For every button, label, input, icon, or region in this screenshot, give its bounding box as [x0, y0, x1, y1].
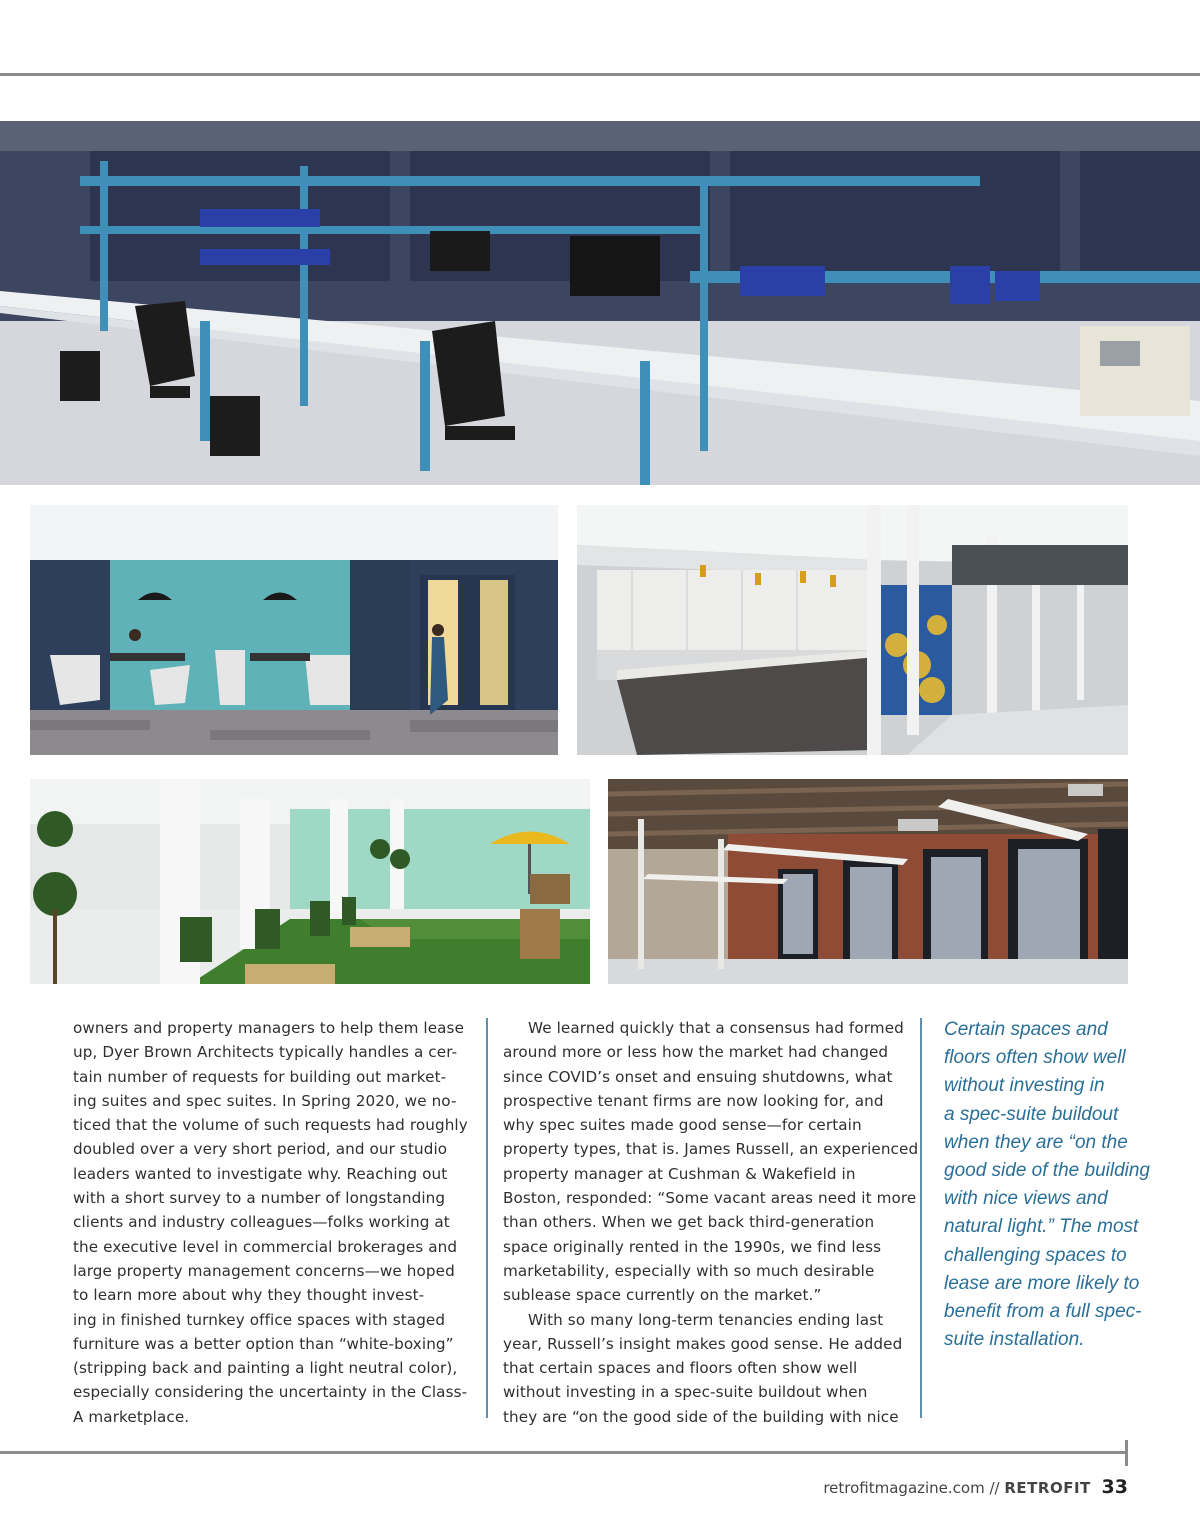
footer-brand: RETROFIT: [1004, 1479, 1091, 1497]
pull-quote-line: Certain spaces and: [944, 1019, 1108, 1040]
photo-brick-loft: [608, 779, 1128, 984]
text-line: around more or less how the market had changed: [503, 1043, 889, 1062]
text-line: especially considering the uncertainty in the Class-: [73, 1383, 468, 1402]
pull-quote-line: suite installation.: [944, 1329, 1085, 1351]
text-line: With so many long-term tenancies ending last: [528, 1310, 884, 1329]
pull-quote-line: a spec-suite buildout: [944, 1103, 1119, 1125]
text-line: with a short survey to a number of longstanding: [73, 1189, 446, 1208]
text-line: large property management concerns—we hoped: [73, 1261, 455, 1280]
text-line: (stripping back and painting a light neutral color),: [73, 1359, 458, 1378]
text-line: ticed that the volume of such requests had roughly: [73, 1116, 468, 1135]
column-1-paragraph: [73, 1016, 473, 1429]
text-line: tain number of requests for building out market-: [73, 1067, 447, 1086]
pull-quote-line: natural light.” The most: [944, 1216, 1139, 1238]
text-line: ing suites and spec suites. In Spring 2020, we no-: [73, 1091, 457, 1110]
top-rule: [0, 73, 1200, 76]
text-line: space originally rented in the 1990s, we find less: [503, 1237, 882, 1256]
page-footer: [823, 1476, 1128, 1498]
text-line: since COVID’s onset and ensuing shutdowns, what: [503, 1067, 893, 1086]
text-line: the executive level in commercial brokerages and: [73, 1237, 458, 1256]
pull-quote-line: lease are more likely to: [944, 1272, 1140, 1294]
text-line: We learned quickly that a consensus had formed: [528, 1019, 904, 1037]
text-line: leaders wanted to investigate why. Reaching out: [73, 1164, 448, 1183]
text-line: without investing in a spec-suite buildout when: [503, 1383, 868, 1402]
article-column-1: [73, 1016, 473, 1429]
text-line: marketability, especially with so much desirable: [503, 1261, 875, 1280]
pull-quote-line: without investing in: [944, 1075, 1105, 1097]
text-line: ing in finished turnkey office spaces with staged: [73, 1310, 446, 1329]
photo-booth-lounge: [30, 505, 558, 755]
pull-quote-line: when they are “on the: [944, 1131, 1128, 1153]
pull-quote-line: challenging spaces to: [944, 1244, 1127, 1266]
photo-lab-workbenches: [0, 121, 1200, 485]
text-line: A marketplace.: [73, 1407, 190, 1426]
text-line: to learn more about why they thought invest-: [73, 1286, 425, 1305]
bottom-rule: [0, 1451, 1128, 1454]
photo-turf-amenity: [30, 779, 590, 984]
column-divider-2: [920, 1018, 922, 1418]
text-line: sublease space currently on the market.”: [503, 1286, 822, 1305]
pull-quote-line: benefit from a full spec-: [944, 1301, 1142, 1323]
text-line: furniture was a better option than “white-boxing”: [73, 1334, 454, 1353]
text-line: owners and property managers to help them lease: [73, 1019, 465, 1037]
text-line: prospective tenant firms are now looking for, and: [503, 1091, 884, 1110]
text-line: why spec suites made good sense—for certain: [503, 1116, 862, 1135]
page-number: 33: [1101, 1476, 1128, 1498]
text-line: doubled over a very short period, and our studio: [73, 1140, 448, 1159]
text-line: up, Dyer Brown Architects typically handles a cer-: [73, 1043, 458, 1062]
text-line: clients and industry colleagues—folks working at: [73, 1213, 450, 1232]
text-line: Boston, responded: “Some vacant areas need it more: [503, 1189, 917, 1208]
pull-quote-line: floors often show well: [944, 1047, 1126, 1069]
text-line: year, Russell’s insight makes good sense. He added: [503, 1334, 903, 1353]
pull-quote-line: with nice views and: [944, 1188, 1108, 1210]
column-2-paragraph-1: [503, 1016, 919, 1308]
footer-site: retrofitmagazine.com //: [823, 1479, 1000, 1497]
text-line: property types, that is. James Russell, an experienced: [503, 1140, 919, 1159]
bottom-rule-tick: [1125, 1440, 1128, 1466]
pull-quote-line: good side of the building: [944, 1160, 1150, 1182]
text-line: than others. When we get back third-generation: [503, 1213, 875, 1232]
photo-kitchen-open-floor: [577, 505, 1128, 755]
text-line: property manager at Cushman & Wakefield in: [503, 1164, 856, 1183]
text-line: they are “on the good side of the building with nice: [503, 1407, 899, 1426]
text-line: that certain spaces and floors often show well: [503, 1359, 858, 1378]
article-column-2: [503, 1016, 919, 1429]
pull-quote: [944, 1016, 1154, 1354]
column-divider-1: [486, 1018, 488, 1418]
column-2-paragraph-2: [503, 1308, 903, 1429]
